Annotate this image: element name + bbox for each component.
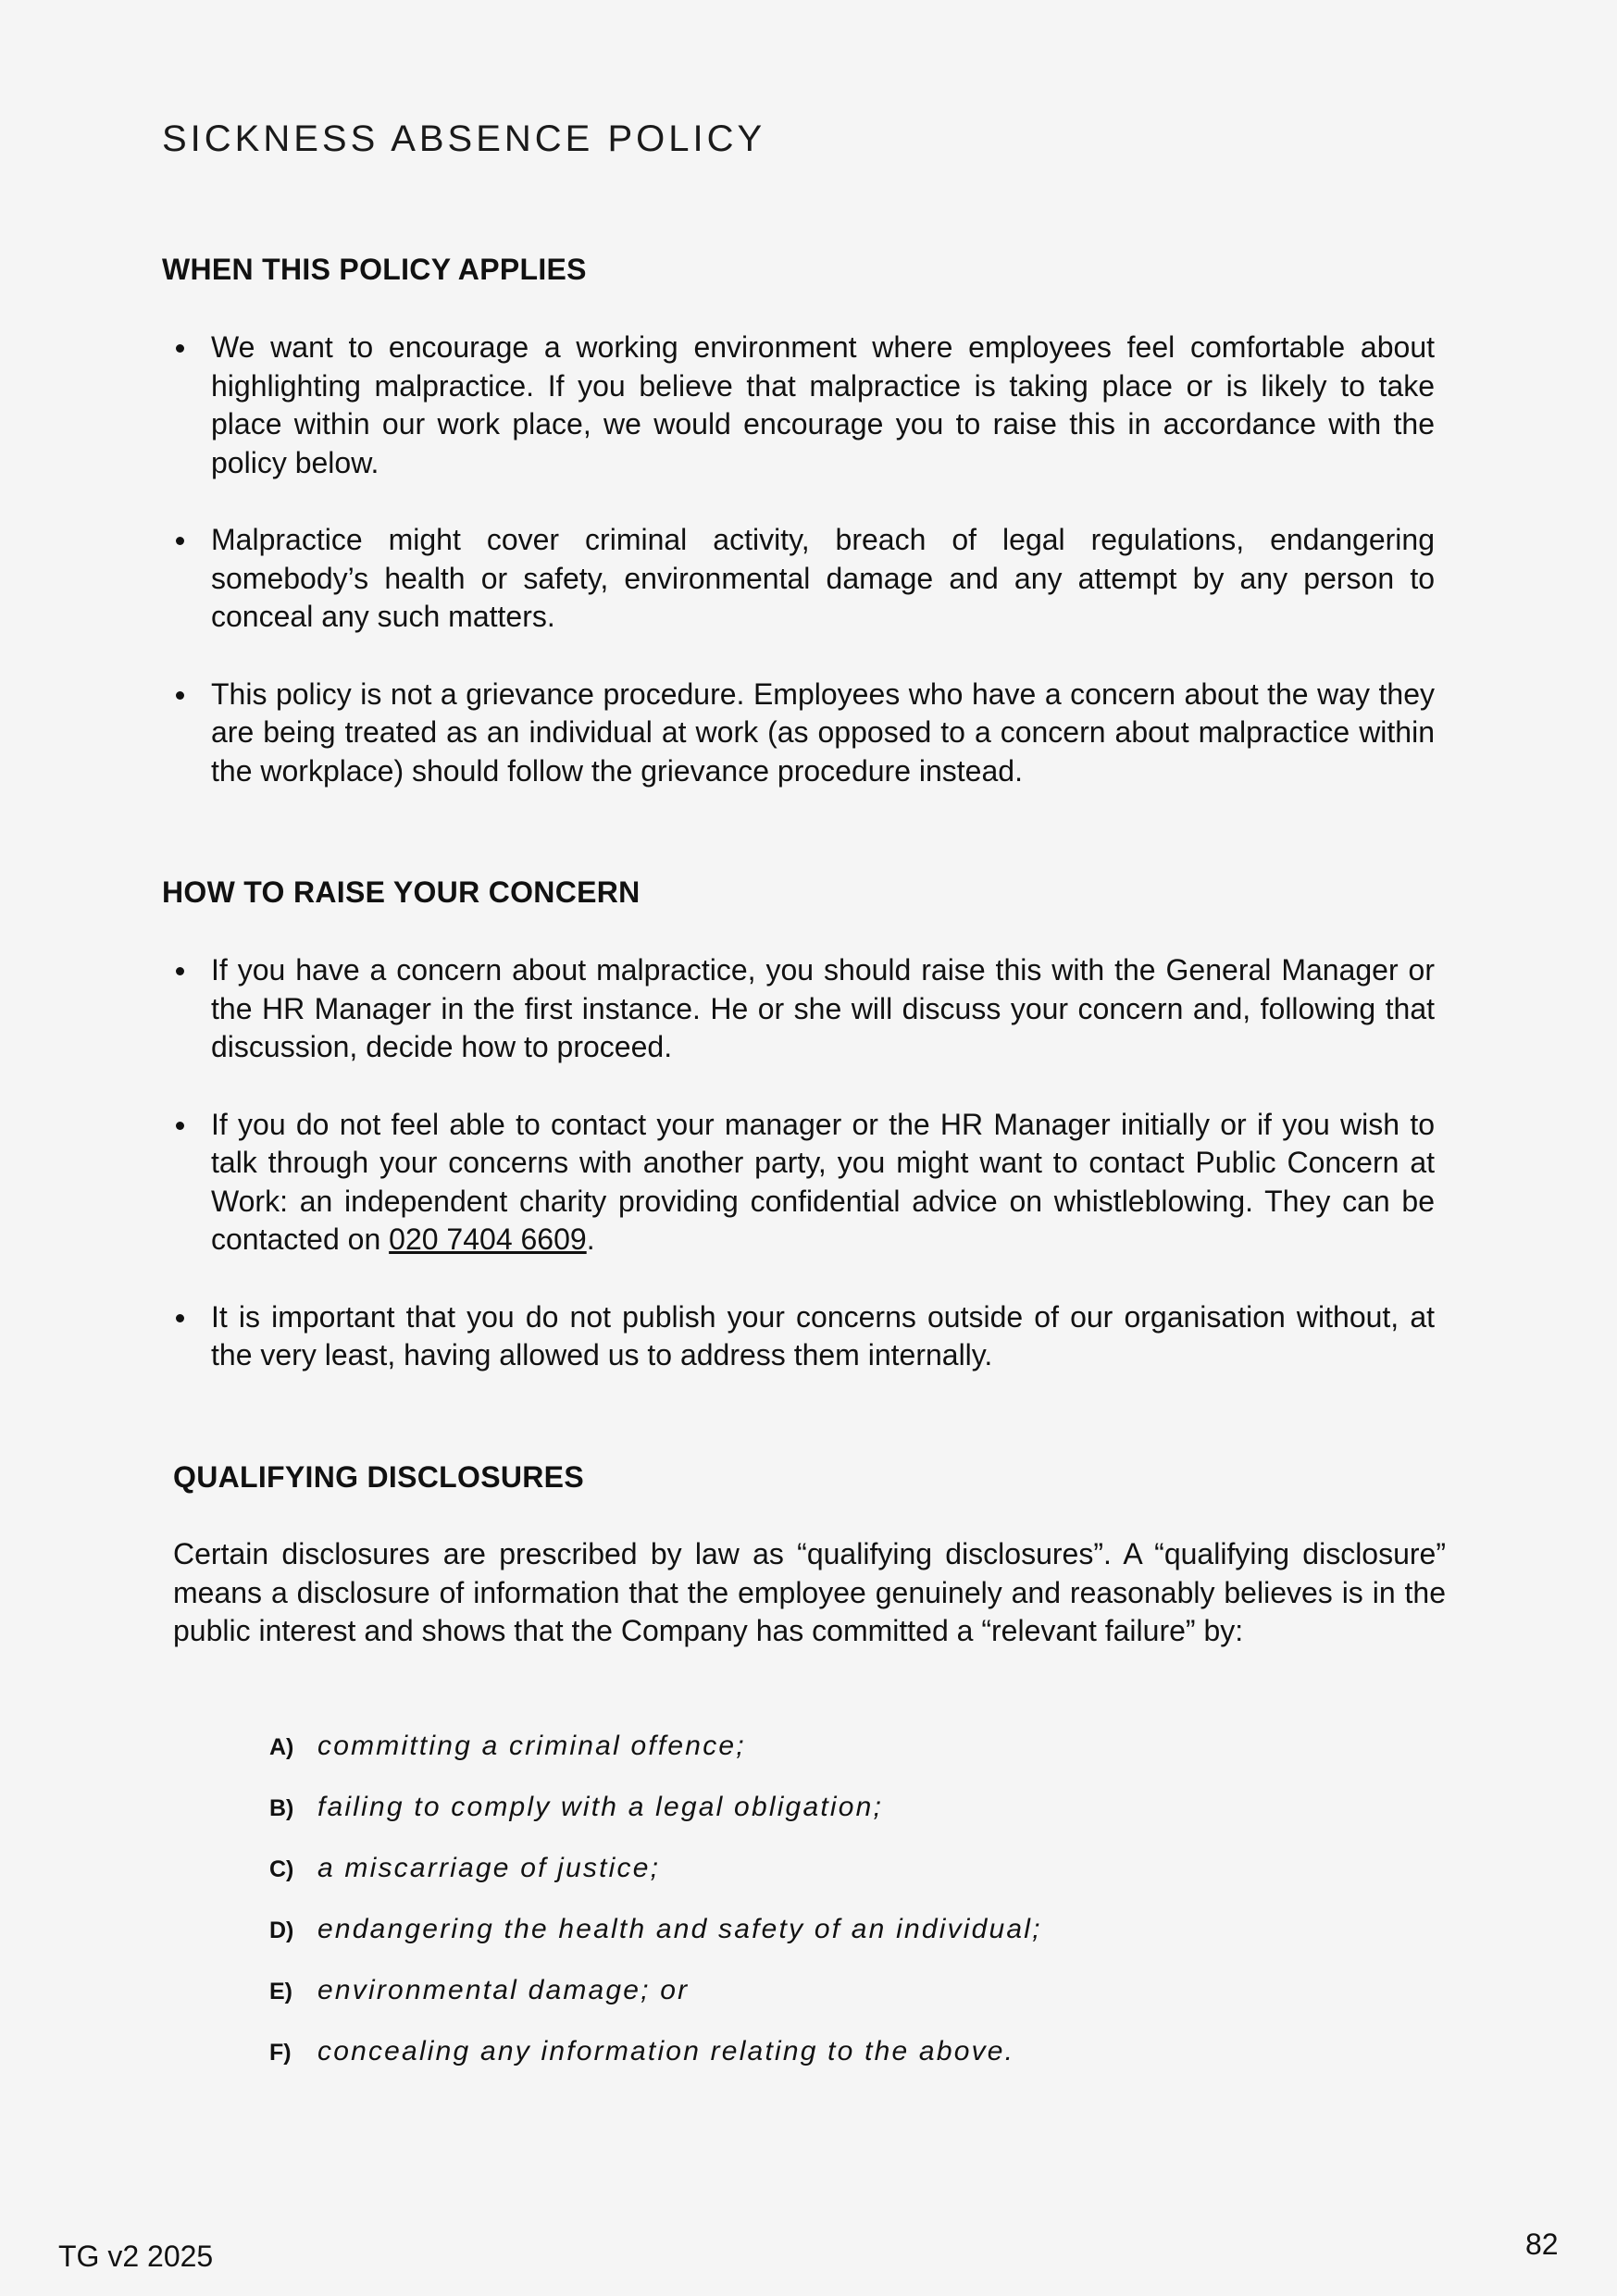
bullet-icon — [176, 1314, 184, 1322]
bullet-icon — [176, 537, 184, 545]
list-item — [162, 1106, 1435, 1260]
criteria-item — [269, 1792, 1042, 1853]
bullet-icon — [176, 967, 184, 975]
phone-number-link[interactable]: 020 7404 6609 — [389, 1222, 587, 1256]
criteria-text: environmental damage; or — [317, 1975, 690, 2005]
qualifying-intro: Certain disclosures are prescribed by law as “qualifying disclosures”. A “qualifying disclosure” means a disclosure of information that the employee genuinely and reasonably believes is in the public interest and shows that the Company has committed a “relevant failure” by: — [173, 1537, 1446, 1647]
list-item-text-end: . — [586, 1222, 595, 1256]
criteria-text: committing a criminal offence; — [317, 1731, 746, 1761]
criteria-letter: A) — [269, 1734, 294, 1760]
list-item-text: It is important that you do not publish your concerns outside of our organisation without, at the very least, having allowed us to address them internally. — [211, 1299, 1435, 1371]
section-heading-raise-concern: HOW TO RAISE YOUR CONCERN — [162, 875, 641, 909]
criteria-item — [269, 1975, 1042, 2036]
list-item — [162, 676, 1435, 791]
criteria-item — [269, 2036, 1042, 2097]
list-item — [162, 1298, 1435, 1375]
list-item-text: If you have a concern about malpractice, you should raise this with the General Manager or the HR Manager in the first instance. He or she will discuss your concern and, following that discussion, decide how to proceed. — [211, 953, 1435, 1063]
list-item-text: This policy is not a grievance procedure. Employees who have a concern about the way they are being treated as an individual at work (as opposed to a concern about malpractice within the workplace) should follow the grievance procedure instead. — [211, 676, 1435, 788]
list-item-text: If you do not feel able to contact your manager or the HR Manager initially or if you wish to talk through your concerns with another party, you might want to contact Public Concern at Work: an independent charity providing confidential advice on whistleblowing. They can be contacted on — [211, 1107, 1435, 1256]
list-item — [162, 951, 1435, 1067]
criteria-letter: D) — [269, 1917, 294, 1943]
criteria-item — [269, 1914, 1042, 1975]
criteria-text: concealing any information relating to the above. — [317, 2036, 1015, 2066]
bullet-icon — [176, 691, 184, 700]
page-number: 82 — [1525, 2228, 1559, 2261]
criteria-item — [269, 1853, 1042, 1914]
criteria-letter: E) — [269, 1979, 292, 2004]
section-heading-when-applies: WHEN THIS POLICY APPLIES — [162, 253, 587, 286]
list-item — [162, 521, 1435, 637]
criteria-letter: F) — [269, 2040, 292, 2066]
qualifying-criteria-list — [269, 1731, 1042, 2097]
when-applies-list — [162, 329, 1435, 790]
bullet-icon — [176, 344, 184, 353]
criteria-text: endangering the health and safety of an individual; — [317, 1914, 1042, 1944]
criteria-letter: C) — [269, 1856, 294, 1882]
criteria-text: failing to comply with a legal obligation; — [317, 1792, 884, 1822]
list-item-text: We want to encourage a working environment where employees feel comfortable about highlighting malpractice. If you believe that malpractice is taking place or is likely to take place within our work place, we would encourage you to raise this in accordance with the policy below. — [211, 330, 1435, 479]
criteria-letter: B) — [269, 1795, 294, 1821]
criteria-item — [269, 1731, 1042, 1792]
list-item-text: Malpractice might cover criminal activity, breach of legal regulations, endangering somebody’s health or safety, environmental damage and any attempt by any person to conceal any such matters. — [211, 523, 1435, 633]
bullet-icon — [176, 1122, 184, 1130]
raise-concern-list — [162, 951, 1435, 1375]
page-title: SICKNESS ABSENCE POLICY — [162, 118, 766, 159]
section-heading-qualifying: QUALIFYING DISCLOSURES — [173, 1460, 584, 1494]
criteria-text: a miscarriage of justice; — [317, 1853, 661, 1883]
footer-version: TG v2 2025 — [58, 2240, 214, 2273]
list-item — [162, 329, 1435, 482]
